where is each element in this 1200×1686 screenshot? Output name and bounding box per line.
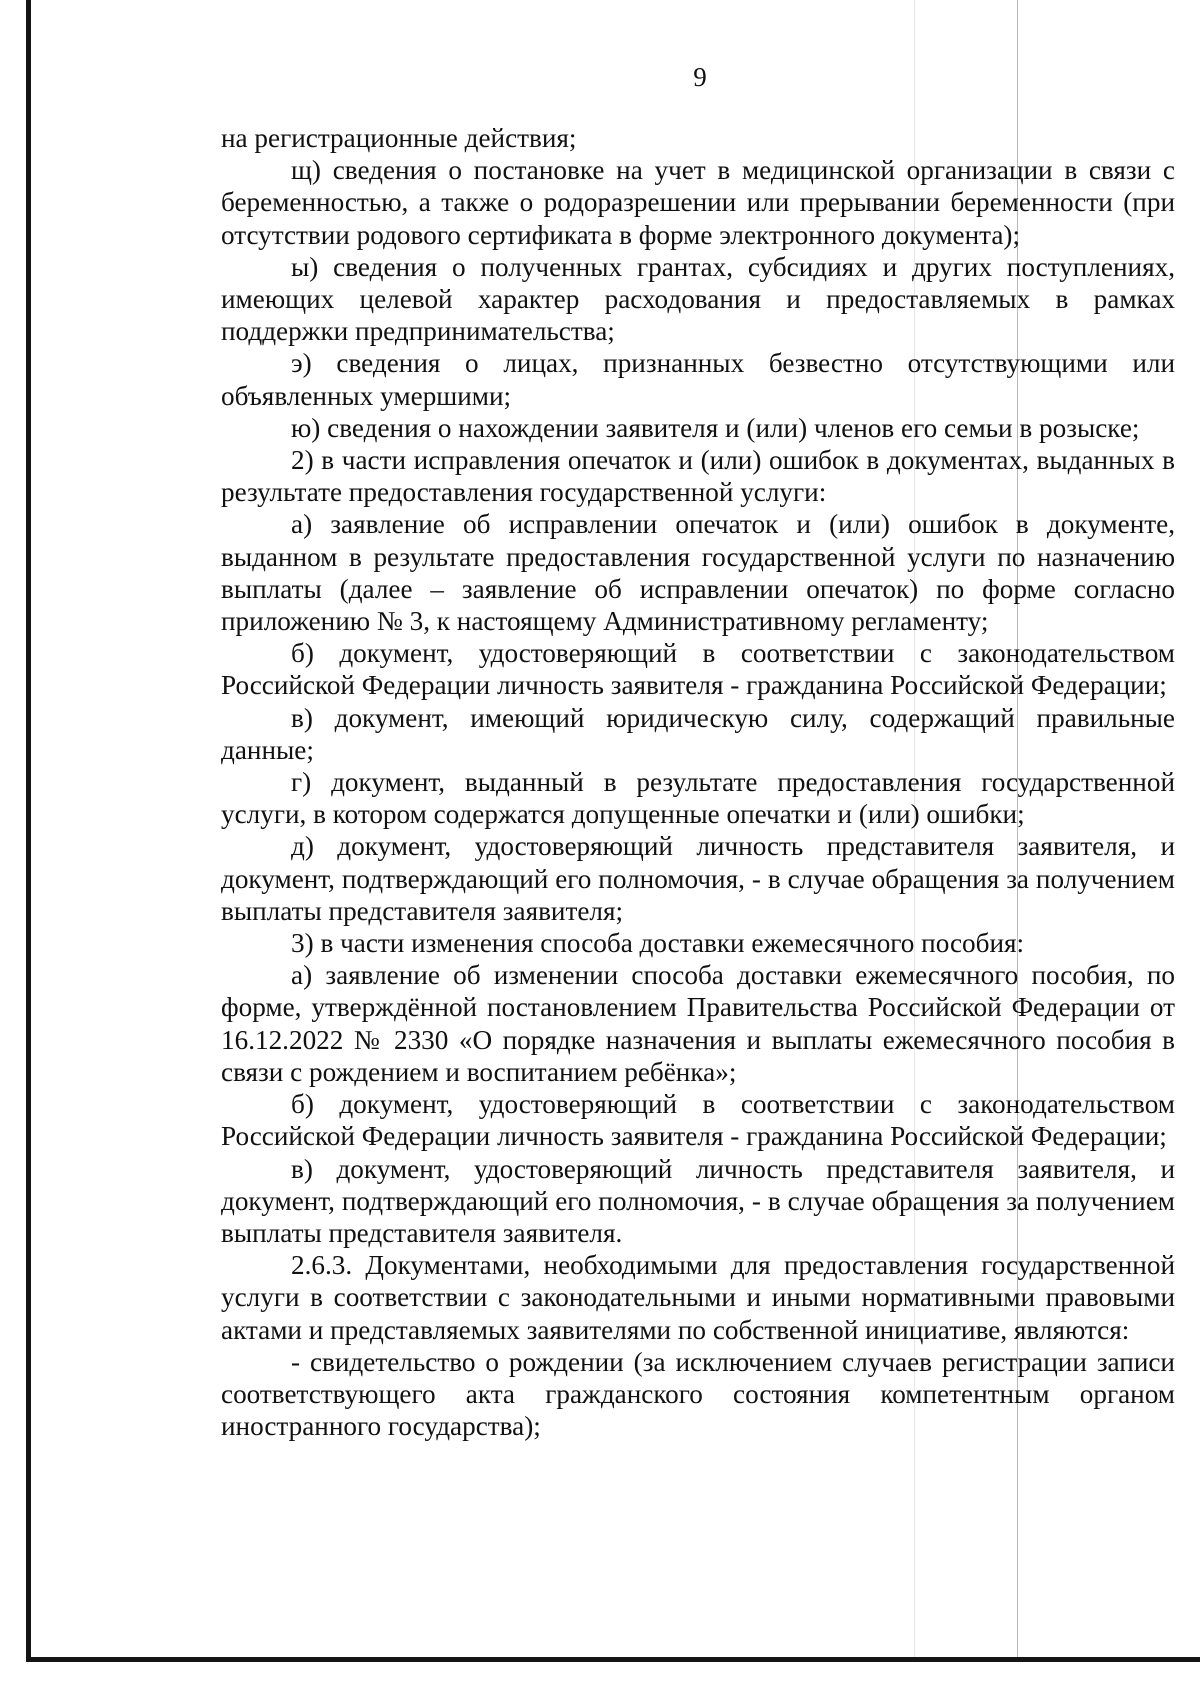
section-2-item-a: а) заявление об исправлении опечаток и (или) ошибок в документе, выданном в результате предоставления государственной услуги по назначению выплаты (далее – заявление об исправлении опечаток) по форме согласно приложению № 3, к настоящему Административному регламенту; [221, 509, 1175, 637]
page-number: 9 [693, 62, 707, 92]
list-item-e: э) сведения о лицах, признанных безвестно отсутствующими или объявленных умершими; [221, 348, 1175, 411]
section-2-item-b: б) документ, удостоверяющий в соответствии с законодательством Российской Федерации личность заявителя - гражданина Российской Федерации; [221, 638, 1175, 701]
clause-2-6-3: 2.6.3. Документами, необходимыми для предоставления государственной услуги в соответствии с законодательными и иными нормативными правовыми актами и представляемых заявителями по собственной инициативе, являются: [221, 1250, 1175, 1345]
section-2-heading: 2) в части исправления опечаток и (или) ошибок в документах, выданных в результате предоставления государственной услуги: [221, 445, 1175, 508]
paragraph-continuation: на регистрационные действия; [221, 123, 577, 153]
section-3-item-v: в) документ, удостоверяющий личность представителя заявителя, и документ, подтверждающий его полномочия, - в случае обращения за получением выплаты представителя заявителя. [221, 1153, 1175, 1248]
list-item-shcha: щ) сведения о постановке на учет в медицинской организации в связи с беременностью, а также о родоразрешении или прерывании беременности (при отсутствии родового сертификата в форме электронного документа); [221, 155, 1175, 250]
section-2-item-d: д) документ, удостоверяющий личность представителя заявителя, и документ, подтверждающий его полномочия, - в случае обращения за получением выплаты представителя заявителя; [221, 831, 1175, 926]
section-3-item-a: а) заявление об изменении способа доставки ежемесячного пособия, по форме, утверждённой постановлением Правительства Российской Федерации от 16.12.2022 № 2330 «О порядке назначения и выплаты ежемесячного пособия в связи с рождением и воспитанием ребёнка»; [221, 960, 1175, 1087]
section-2-item-v: в) документ, имеющий юридическую силу, содержащий правильные данные; [221, 702, 1175, 765]
section-3-item-b: б) документ, удостоверяющий в соответствии с законодательством Российской Федерации личность заявителя - гражданина Российской Федерации; [221, 1089, 1175, 1152]
document-body [221, 122, 1175, 1442]
section-3-heading: 3) в части изменения способа доставки ежемесячного пособия: [291, 928, 1025, 959]
scan-edge-left [26, 0, 31, 1662]
scan-edge-bottom [26, 1657, 1200, 1662]
list-item-y: ы) сведения о полученных грантах, субсидиях и других поступлениях, имеющих целевой характер расходования и предоставляемых в рамках поддержки предпринимательства; [221, 251, 1175, 347]
clause-2-6-3-item-birth-certificate: - свидетельство о рождении (за исключением случаев регистрации записи соответствующего акта гражданского состояния компетентным органом иностранного государства); [221, 1346, 1175, 1442]
list-item-yu: ю) сведения о нахождении заявителя и (или) членов его семьи в розыске; [291, 412, 1140, 443]
section-2-item-g: г) документ, выданный в результате предоставления государственной услуги, в котором содержатся допущенные опечатки и (или) ошибки; [221, 767, 1175, 830]
